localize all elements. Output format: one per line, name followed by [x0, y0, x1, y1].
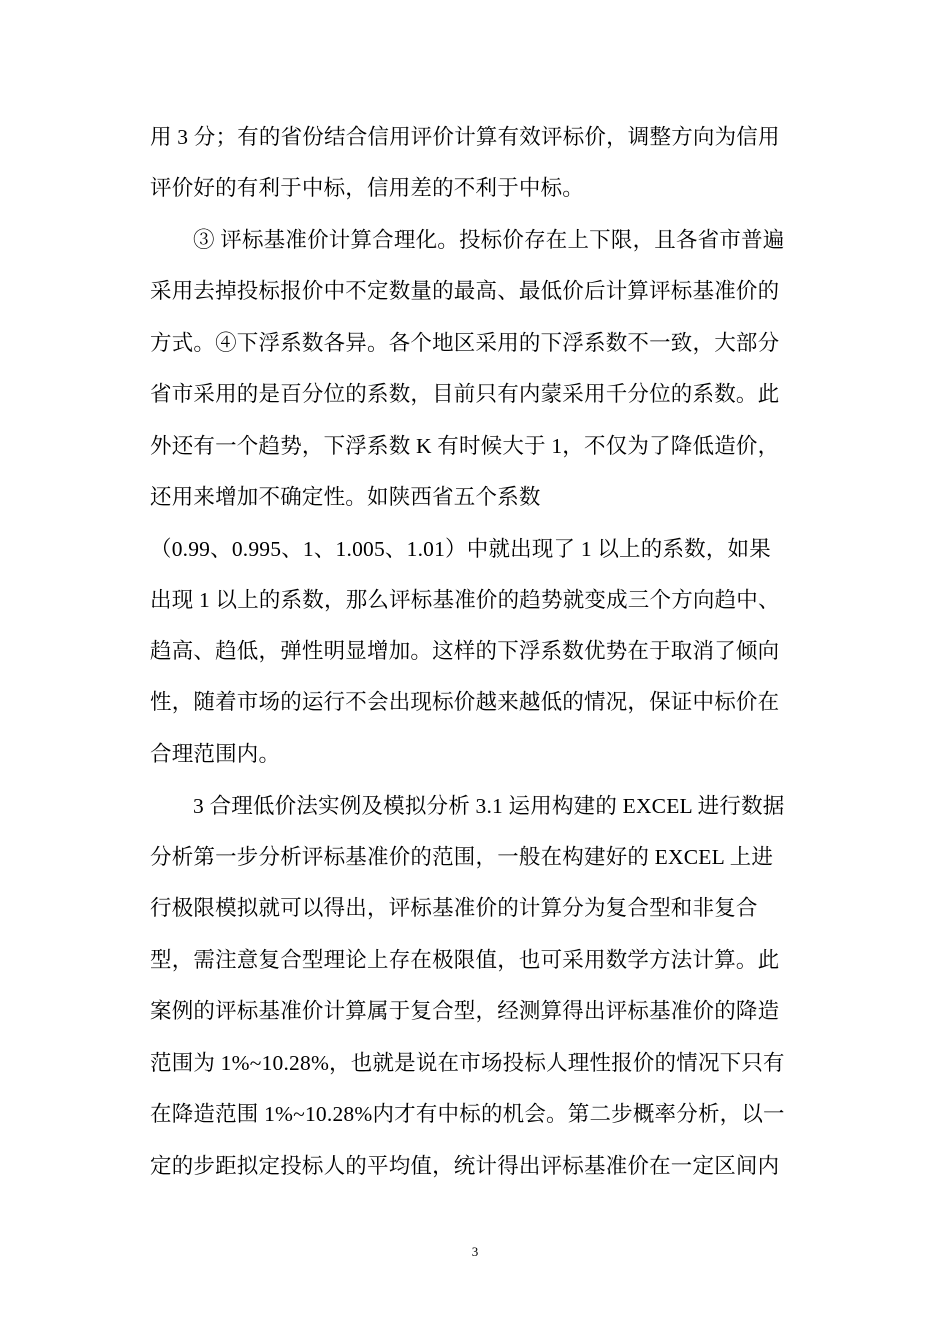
text-line: 趋高、趋低，弹性明显增加。这样的下浮系数优势在于取消了倾向 — [150, 639, 780, 663]
text-line: 还用来增加不确定性。如陕西省五个系数 — [150, 485, 541, 509]
text-line: 型，需注意复合型理论上存在极限值，也可采用数学方法计算。此 — [150, 948, 780, 972]
text-line: 方式。④下浮系数各异。各个地区采用的下浮系数不一致，大部分 — [150, 331, 780, 355]
text-line: （0.99、0.995、1、1.005、1.01）中就出现了 1 以上的系数，如果 — [150, 537, 771, 561]
text-line: 省市采用的是百分位的系数，目前只有内蒙采用千分位的系数。此 — [150, 382, 780, 406]
text-line: ③ 评标基准价计算合理化。投标价存在上下限，且各省市普遍 — [193, 228, 785, 252]
text-line: 合理范围内。 — [150, 742, 281, 766]
text-line: 分析第一步分析评标基准价的范围，一般在构建好的 EXCEL 上进 — [150, 845, 774, 869]
text-line: 出现 1 以上的系数，那么评标基准价的趋势就变成三个方向趋中、 — [150, 588, 780, 612]
text-line: 在降造范围 1%~10.28%内才有中标的机会。第二步概率分析，以一 — [150, 1102, 785, 1126]
text-line: 定的步距拟定投标人的平均值，统计得出评标基准价在一定区间内 — [150, 1154, 780, 1178]
text-line: 评价好的有利于中标，信用差的不利于中标。 — [150, 176, 585, 200]
text-line: 行极限模拟就可以得出，评标基准价的计算分为复合型和非复合 — [150, 896, 758, 920]
text-line: 采用去掉投标报价中不定数量的最高、最低价后计算评标基准价的 — [150, 279, 780, 303]
text-line: 性，随着市场的运行不会出现标价越来越低的情况，保证中标价在 — [150, 690, 780, 714]
text-line: 外还有一个趋势，下浮系数 K 有时候大于 1，不仅为了降低造价， — [150, 434, 780, 458]
text-line: 用 3 分；有的省份结合信用评价计算有效评标价，调整方向为信用 — [150, 125, 780, 149]
page-number: 3 — [471, 1244, 479, 1259]
text-line: 范围为 1%~10.28%，也就是说在市场投标人理性报价的情况下只有 — [150, 1051, 785, 1075]
text-line: 案例的评标基准价计算属于复合型，经测算得出评标基准价的降造 — [150, 999, 780, 1023]
text-line: 3 合理低价法实例及模拟分析 3.1 运用构建的 EXCEL 进行数据 — [193, 794, 785, 818]
